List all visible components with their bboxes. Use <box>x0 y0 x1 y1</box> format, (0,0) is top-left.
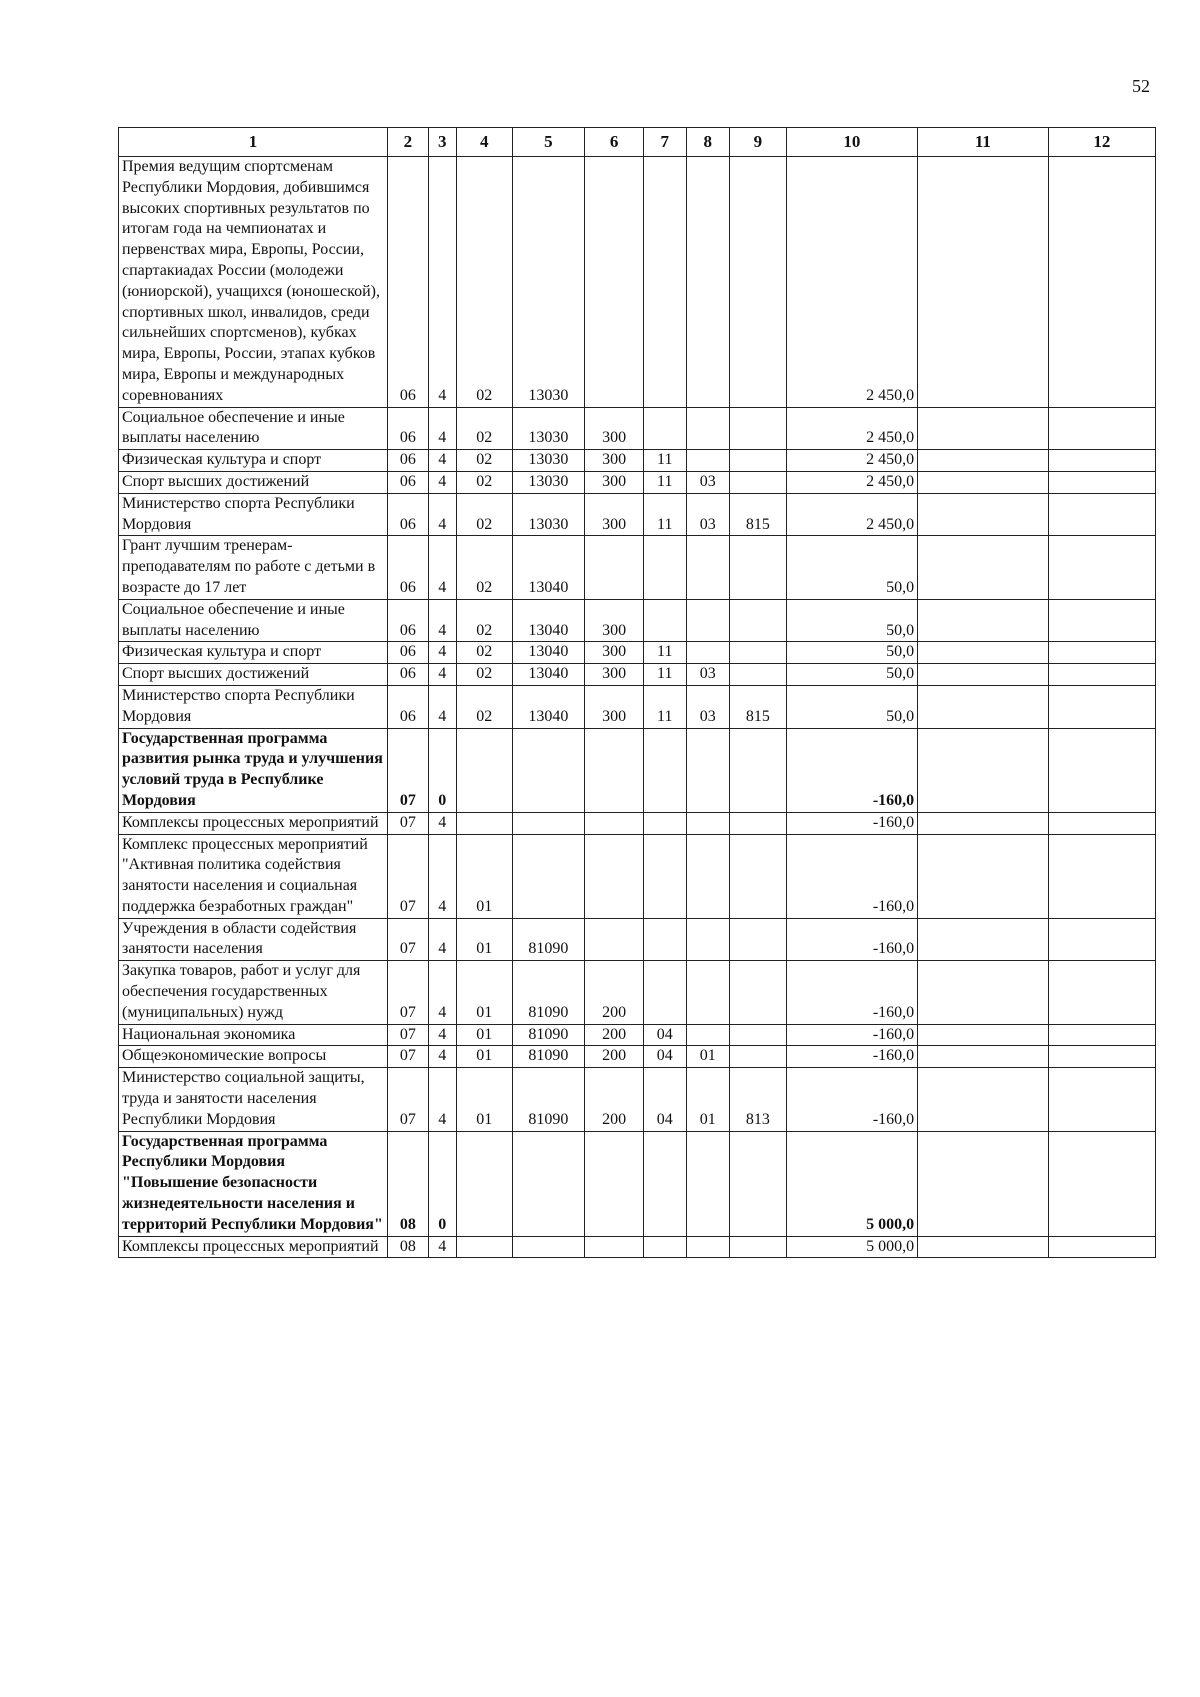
amount-cell: -160,0 <box>786 918 918 961</box>
code-cell: 01 <box>686 1046 730 1068</box>
code-cell: 04 <box>644 1046 686 1068</box>
code-cell: 01 <box>456 918 512 961</box>
code-cell <box>730 918 787 961</box>
code-cell <box>730 1131 787 1236</box>
code-cell: 06 <box>388 450 428 472</box>
column-header: 11 <box>918 128 1049 157</box>
code-cell <box>585 1236 644 1258</box>
code-cell <box>686 1131 730 1236</box>
code-cell: 4 <box>428 1236 456 1258</box>
amount-cell: -160,0 <box>786 834 918 918</box>
header-row <box>119 128 1156 157</box>
code-cell: 300 <box>585 685 644 728</box>
amount-cell: 5 000,0 <box>786 1236 918 1258</box>
code-cell <box>730 599 787 642</box>
row-name: Министерство социальной защиты, труда и занятости населения Республики Мордовия <box>119 1068 388 1131</box>
amount-cell: -160,0 <box>786 1024 918 1046</box>
code-cell: 02 <box>456 157 512 408</box>
code-cell <box>644 599 686 642</box>
code-cell <box>456 812 512 834</box>
code-cell: 4 <box>428 834 456 918</box>
code-cell: 07 <box>388 961 428 1024</box>
code-cell: 01 <box>456 1046 512 1068</box>
code-cell: 300 <box>585 493 644 536</box>
code-cell: 0 <box>428 728 456 812</box>
code-cell: 01 <box>686 1068 730 1131</box>
code-cell <box>730 961 787 1024</box>
code-cell <box>730 834 787 918</box>
code-cell: 02 <box>456 536 512 599</box>
column-header: 5 <box>512 128 585 157</box>
code-cell <box>1048 728 1155 812</box>
code-cell: 06 <box>388 407 428 450</box>
code-cell: 02 <box>456 664 512 686</box>
code-cell <box>918 812 1049 834</box>
code-cell: 02 <box>456 685 512 728</box>
row-name: Спорт высших достижений <box>119 664 388 686</box>
amount-cell: 50,0 <box>786 685 918 728</box>
code-cell <box>585 157 644 408</box>
column-header: 9 <box>730 128 787 157</box>
code-cell <box>730 1236 787 1258</box>
code-cell <box>1048 536 1155 599</box>
amount-cell: -160,0 <box>786 961 918 1024</box>
code-cell <box>644 536 686 599</box>
code-cell: 200 <box>585 1068 644 1131</box>
code-cell <box>644 834 686 918</box>
code-cell: 03 <box>686 664 730 686</box>
code-cell <box>456 1131 512 1236</box>
table-row <box>119 918 1156 961</box>
code-cell <box>918 1131 1049 1236</box>
code-cell <box>1048 493 1155 536</box>
code-cell: 4 <box>428 536 456 599</box>
code-cell <box>686 812 730 834</box>
code-cell <box>918 728 1049 812</box>
code-cell: 4 <box>428 664 456 686</box>
row-name: Национальная экономика <box>119 1024 388 1046</box>
code-cell <box>730 812 787 834</box>
code-cell <box>918 450 1049 472</box>
code-cell: 02 <box>456 599 512 642</box>
code-cell <box>686 918 730 961</box>
code-cell: 300 <box>585 407 644 450</box>
row-name: Государственная программа Республики Мордовия "Повышение безопасности жизнедеятельности населения и территорий Республики Мордовия" <box>119 1131 388 1236</box>
column-header: 12 <box>1048 128 1155 157</box>
column-header: 4 <box>456 128 512 157</box>
table-row <box>119 599 1156 642</box>
row-name: Физическая культура и спорт <box>119 642 388 664</box>
code-cell <box>585 812 644 834</box>
row-name: Социальное обеспечение и иные выплаты населению <box>119 407 388 450</box>
amount-cell: -160,0 <box>786 812 918 834</box>
code-cell: 03 <box>686 685 730 728</box>
code-cell: 07 <box>388 1068 428 1131</box>
code-cell <box>644 407 686 450</box>
code-cell: 13030 <box>512 157 585 408</box>
table-row <box>119 450 1156 472</box>
code-cell: 11 <box>644 493 686 536</box>
amount-cell: 5 000,0 <box>786 1131 918 1236</box>
code-cell: 02 <box>456 642 512 664</box>
row-name: Спорт высших достижений <box>119 471 388 493</box>
code-cell: 4 <box>428 642 456 664</box>
code-cell <box>686 642 730 664</box>
table-row <box>119 664 1156 686</box>
row-name: Комплекс процессных мероприятий "Активная политика содействия занятости населения и социальная поддержка безработных граждан" <box>119 834 388 918</box>
code-cell <box>918 1068 1049 1131</box>
amount-cell: -160,0 <box>786 1046 918 1068</box>
code-cell <box>918 834 1049 918</box>
code-cell: 11 <box>644 450 686 472</box>
code-cell: 4 <box>428 961 456 1024</box>
page-number: 52 <box>1132 76 1150 96</box>
amount-cell: 2 450,0 <box>786 493 918 536</box>
table-row <box>119 1236 1156 1258</box>
amount-cell: 2 450,0 <box>786 450 918 472</box>
code-cell: 11 <box>644 664 686 686</box>
code-cell: 4 <box>428 1068 456 1131</box>
code-cell: 0 <box>428 1131 456 1236</box>
amount-cell: 50,0 <box>786 599 918 642</box>
code-cell <box>730 407 787 450</box>
code-cell <box>512 1131 585 1236</box>
code-cell: 06 <box>388 599 428 642</box>
code-cell: 06 <box>388 664 428 686</box>
code-cell <box>1048 1236 1155 1258</box>
code-cell: 200 <box>585 1046 644 1068</box>
code-cell: 300 <box>585 471 644 493</box>
column-header: 8 <box>686 128 730 157</box>
code-cell: 03 <box>686 471 730 493</box>
row-name: Закупка товаров, работ и услуг для обеспечения государственных (муниципальных) нужд <box>119 961 388 1024</box>
row-name: Учреждения в области содействия занятости населения <box>119 918 388 961</box>
amount-cell: 50,0 <box>786 642 918 664</box>
column-header: 10 <box>786 128 918 157</box>
code-cell <box>1048 918 1155 961</box>
code-cell: 06 <box>388 157 428 408</box>
code-cell <box>730 728 787 812</box>
code-cell <box>644 728 686 812</box>
code-cell <box>1048 642 1155 664</box>
code-cell <box>585 728 644 812</box>
code-cell <box>512 812 585 834</box>
code-cell: 81090 <box>512 918 585 961</box>
code-cell <box>918 1236 1049 1258</box>
code-cell: 300 <box>585 642 644 664</box>
table-row <box>119 812 1156 834</box>
code-cell <box>1048 599 1155 642</box>
code-cell: 13040 <box>512 599 585 642</box>
code-cell <box>686 834 730 918</box>
code-cell <box>918 642 1049 664</box>
code-cell: 4 <box>428 599 456 642</box>
code-cell: 4 <box>428 493 456 536</box>
code-cell: 300 <box>585 664 644 686</box>
code-cell: 300 <box>585 450 644 472</box>
code-cell <box>512 834 585 918</box>
code-cell <box>644 918 686 961</box>
row-name: Физическая культура и спорт <box>119 450 388 472</box>
column-header: 3 <box>428 128 456 157</box>
code-cell <box>918 1046 1049 1068</box>
table-body <box>119 157 1156 1258</box>
table-row <box>119 834 1156 918</box>
code-cell: 06 <box>388 471 428 493</box>
code-cell: 815 <box>730 493 787 536</box>
code-cell: 02 <box>456 407 512 450</box>
code-cell: 08 <box>388 1236 428 1258</box>
code-cell: 04 <box>644 1024 686 1046</box>
code-cell <box>730 471 787 493</box>
code-cell: 13030 <box>512 493 585 536</box>
code-cell <box>456 1236 512 1258</box>
code-cell <box>644 961 686 1024</box>
table-row <box>119 685 1156 728</box>
code-cell: 4 <box>428 471 456 493</box>
amount-cell: 50,0 <box>786 664 918 686</box>
row-name: Социальное обеспечение и иные выплаты населению <box>119 599 388 642</box>
code-cell <box>686 536 730 599</box>
code-cell: 07 <box>388 918 428 961</box>
code-cell <box>730 157 787 408</box>
code-cell <box>730 450 787 472</box>
row-name: Общеэкономические вопросы <box>119 1046 388 1068</box>
table-row <box>119 536 1156 599</box>
code-cell: 01 <box>456 1068 512 1131</box>
code-cell <box>686 157 730 408</box>
code-cell <box>644 812 686 834</box>
code-cell <box>1048 1131 1155 1236</box>
code-cell <box>918 536 1049 599</box>
code-cell: 300 <box>585 599 644 642</box>
table-row <box>119 471 1156 493</box>
code-cell <box>1048 407 1155 450</box>
code-cell: 08 <box>388 1131 428 1236</box>
code-cell <box>686 407 730 450</box>
code-cell <box>1048 157 1155 408</box>
code-cell <box>918 157 1049 408</box>
code-cell <box>644 1131 686 1236</box>
code-cell <box>1048 685 1155 728</box>
table-row <box>119 1046 1156 1068</box>
code-cell <box>730 536 787 599</box>
code-cell: 13040 <box>512 536 585 599</box>
column-header: 6 <box>585 128 644 157</box>
code-cell: 81090 <box>512 1024 585 1046</box>
code-cell: 81090 <box>512 1068 585 1131</box>
code-cell <box>918 685 1049 728</box>
code-cell <box>1048 664 1155 686</box>
table-row <box>119 1068 1156 1131</box>
code-cell: 02 <box>456 493 512 536</box>
budget-table <box>118 127 1156 1258</box>
row-name: Премия ведущим спортсменам Республики Мордовия, добившимся высоких спортивных результатов по итогам года на чемпионатах и первенствах мира, Европы, России, спартакиадах России (молодежи (юниорской), учащихся (юношеской), спортивных школ, инвалидов, среди сильнейших спортсменов), кубках мира, Европы, России, этапах кубков мира, Европы и международных соревнованиях <box>119 157 388 408</box>
code-cell: 4 <box>428 1046 456 1068</box>
code-cell <box>918 407 1049 450</box>
row-name: Грант лучшим тренерам-преподавателям по работе с детьми в возрасте до 17 лет <box>119 536 388 599</box>
code-cell <box>730 642 787 664</box>
code-cell: 13040 <box>512 685 585 728</box>
code-cell: 11 <box>644 685 686 728</box>
code-cell: 200 <box>585 961 644 1024</box>
amount-cell: 2 450,0 <box>786 407 918 450</box>
code-cell: 4 <box>428 157 456 408</box>
amount-cell: 50,0 <box>786 536 918 599</box>
code-cell: 07 <box>388 1046 428 1068</box>
code-cell <box>686 961 730 1024</box>
code-cell: 13030 <box>512 450 585 472</box>
code-cell: 01 <box>456 961 512 1024</box>
code-cell: 81090 <box>512 1046 585 1068</box>
code-cell: 11 <box>644 471 686 493</box>
code-cell: 4 <box>428 812 456 834</box>
row-name: Комплексы процессных мероприятий <box>119 1236 388 1258</box>
table-row <box>119 157 1156 408</box>
code-cell: 02 <box>456 471 512 493</box>
code-cell <box>686 728 730 812</box>
table-row <box>119 493 1156 536</box>
code-cell <box>1048 812 1155 834</box>
table-row <box>119 407 1156 450</box>
table-row <box>119 728 1156 812</box>
code-cell: 07 <box>388 1024 428 1046</box>
row-name: Государственная программа развития рынка труда и улучшения условий труда в Республике Мордовия <box>119 728 388 812</box>
code-cell <box>1048 834 1155 918</box>
code-cell: 02 <box>456 450 512 472</box>
code-cell: 4 <box>428 918 456 961</box>
code-cell: 200 <box>585 1024 644 1046</box>
code-cell <box>686 599 730 642</box>
code-cell <box>585 1131 644 1236</box>
table-row <box>119 961 1156 1024</box>
code-cell <box>918 1024 1049 1046</box>
code-cell <box>512 728 585 812</box>
code-cell: 813 <box>730 1068 787 1131</box>
code-cell <box>918 918 1049 961</box>
code-cell: 81090 <box>512 961 585 1024</box>
code-cell <box>1048 471 1155 493</box>
code-cell <box>918 493 1049 536</box>
code-cell: 06 <box>388 493 428 536</box>
code-cell <box>918 664 1049 686</box>
code-cell: 13030 <box>512 471 585 493</box>
code-cell <box>730 1024 787 1046</box>
code-cell <box>686 1236 730 1258</box>
code-cell: 13030 <box>512 407 585 450</box>
code-cell: 04 <box>644 1068 686 1131</box>
code-cell: 4 <box>428 407 456 450</box>
code-cell: 07 <box>388 728 428 812</box>
column-header: 7 <box>644 128 686 157</box>
row-name: Министерство спорта Республики Мордовия <box>119 685 388 728</box>
code-cell: 13040 <box>512 642 585 664</box>
code-cell <box>585 918 644 961</box>
table-row <box>119 642 1156 664</box>
code-cell: 4 <box>428 450 456 472</box>
code-cell: 06 <box>388 642 428 664</box>
code-cell: 01 <box>456 1024 512 1046</box>
code-cell: 06 <box>388 685 428 728</box>
table-row <box>119 1024 1156 1046</box>
amount-cell: 2 450,0 <box>786 471 918 493</box>
code-cell: 4 <box>428 685 456 728</box>
row-name: Министерство спорта Республики Мордовия <box>119 493 388 536</box>
code-cell <box>1048 1046 1155 1068</box>
table-row <box>119 1131 1156 1236</box>
code-cell <box>686 1024 730 1046</box>
code-cell: 07 <box>388 834 428 918</box>
code-cell: 11 <box>644 642 686 664</box>
code-cell <box>585 536 644 599</box>
code-cell <box>456 728 512 812</box>
code-cell: 06 <box>388 536 428 599</box>
code-cell: 4 <box>428 1024 456 1046</box>
amount-cell: -160,0 <box>786 728 918 812</box>
code-cell: 13040 <box>512 664 585 686</box>
code-cell <box>1048 1068 1155 1131</box>
amount-cell: -160,0 <box>786 1068 918 1131</box>
code-cell <box>730 1046 787 1068</box>
code-cell: 01 <box>456 834 512 918</box>
code-cell <box>644 157 686 408</box>
code-cell <box>918 599 1049 642</box>
code-cell: 03 <box>686 493 730 536</box>
code-cell <box>1048 961 1155 1024</box>
code-cell <box>686 450 730 472</box>
amount-cell: 2 450,0 <box>786 157 918 408</box>
table-header <box>119 128 1156 157</box>
code-cell: 07 <box>388 812 428 834</box>
code-cell <box>918 961 1049 1024</box>
code-cell <box>585 834 644 918</box>
column-header: 2 <box>388 128 428 157</box>
code-cell: 815 <box>730 685 787 728</box>
row-name: Комплексы процессных мероприятий <box>119 812 388 834</box>
code-cell <box>730 664 787 686</box>
column-header: 1 <box>119 128 388 157</box>
code-cell <box>1048 450 1155 472</box>
code-cell <box>512 1236 585 1258</box>
code-cell <box>644 1236 686 1258</box>
code-cell <box>1048 1024 1155 1046</box>
code-cell <box>918 471 1049 493</box>
